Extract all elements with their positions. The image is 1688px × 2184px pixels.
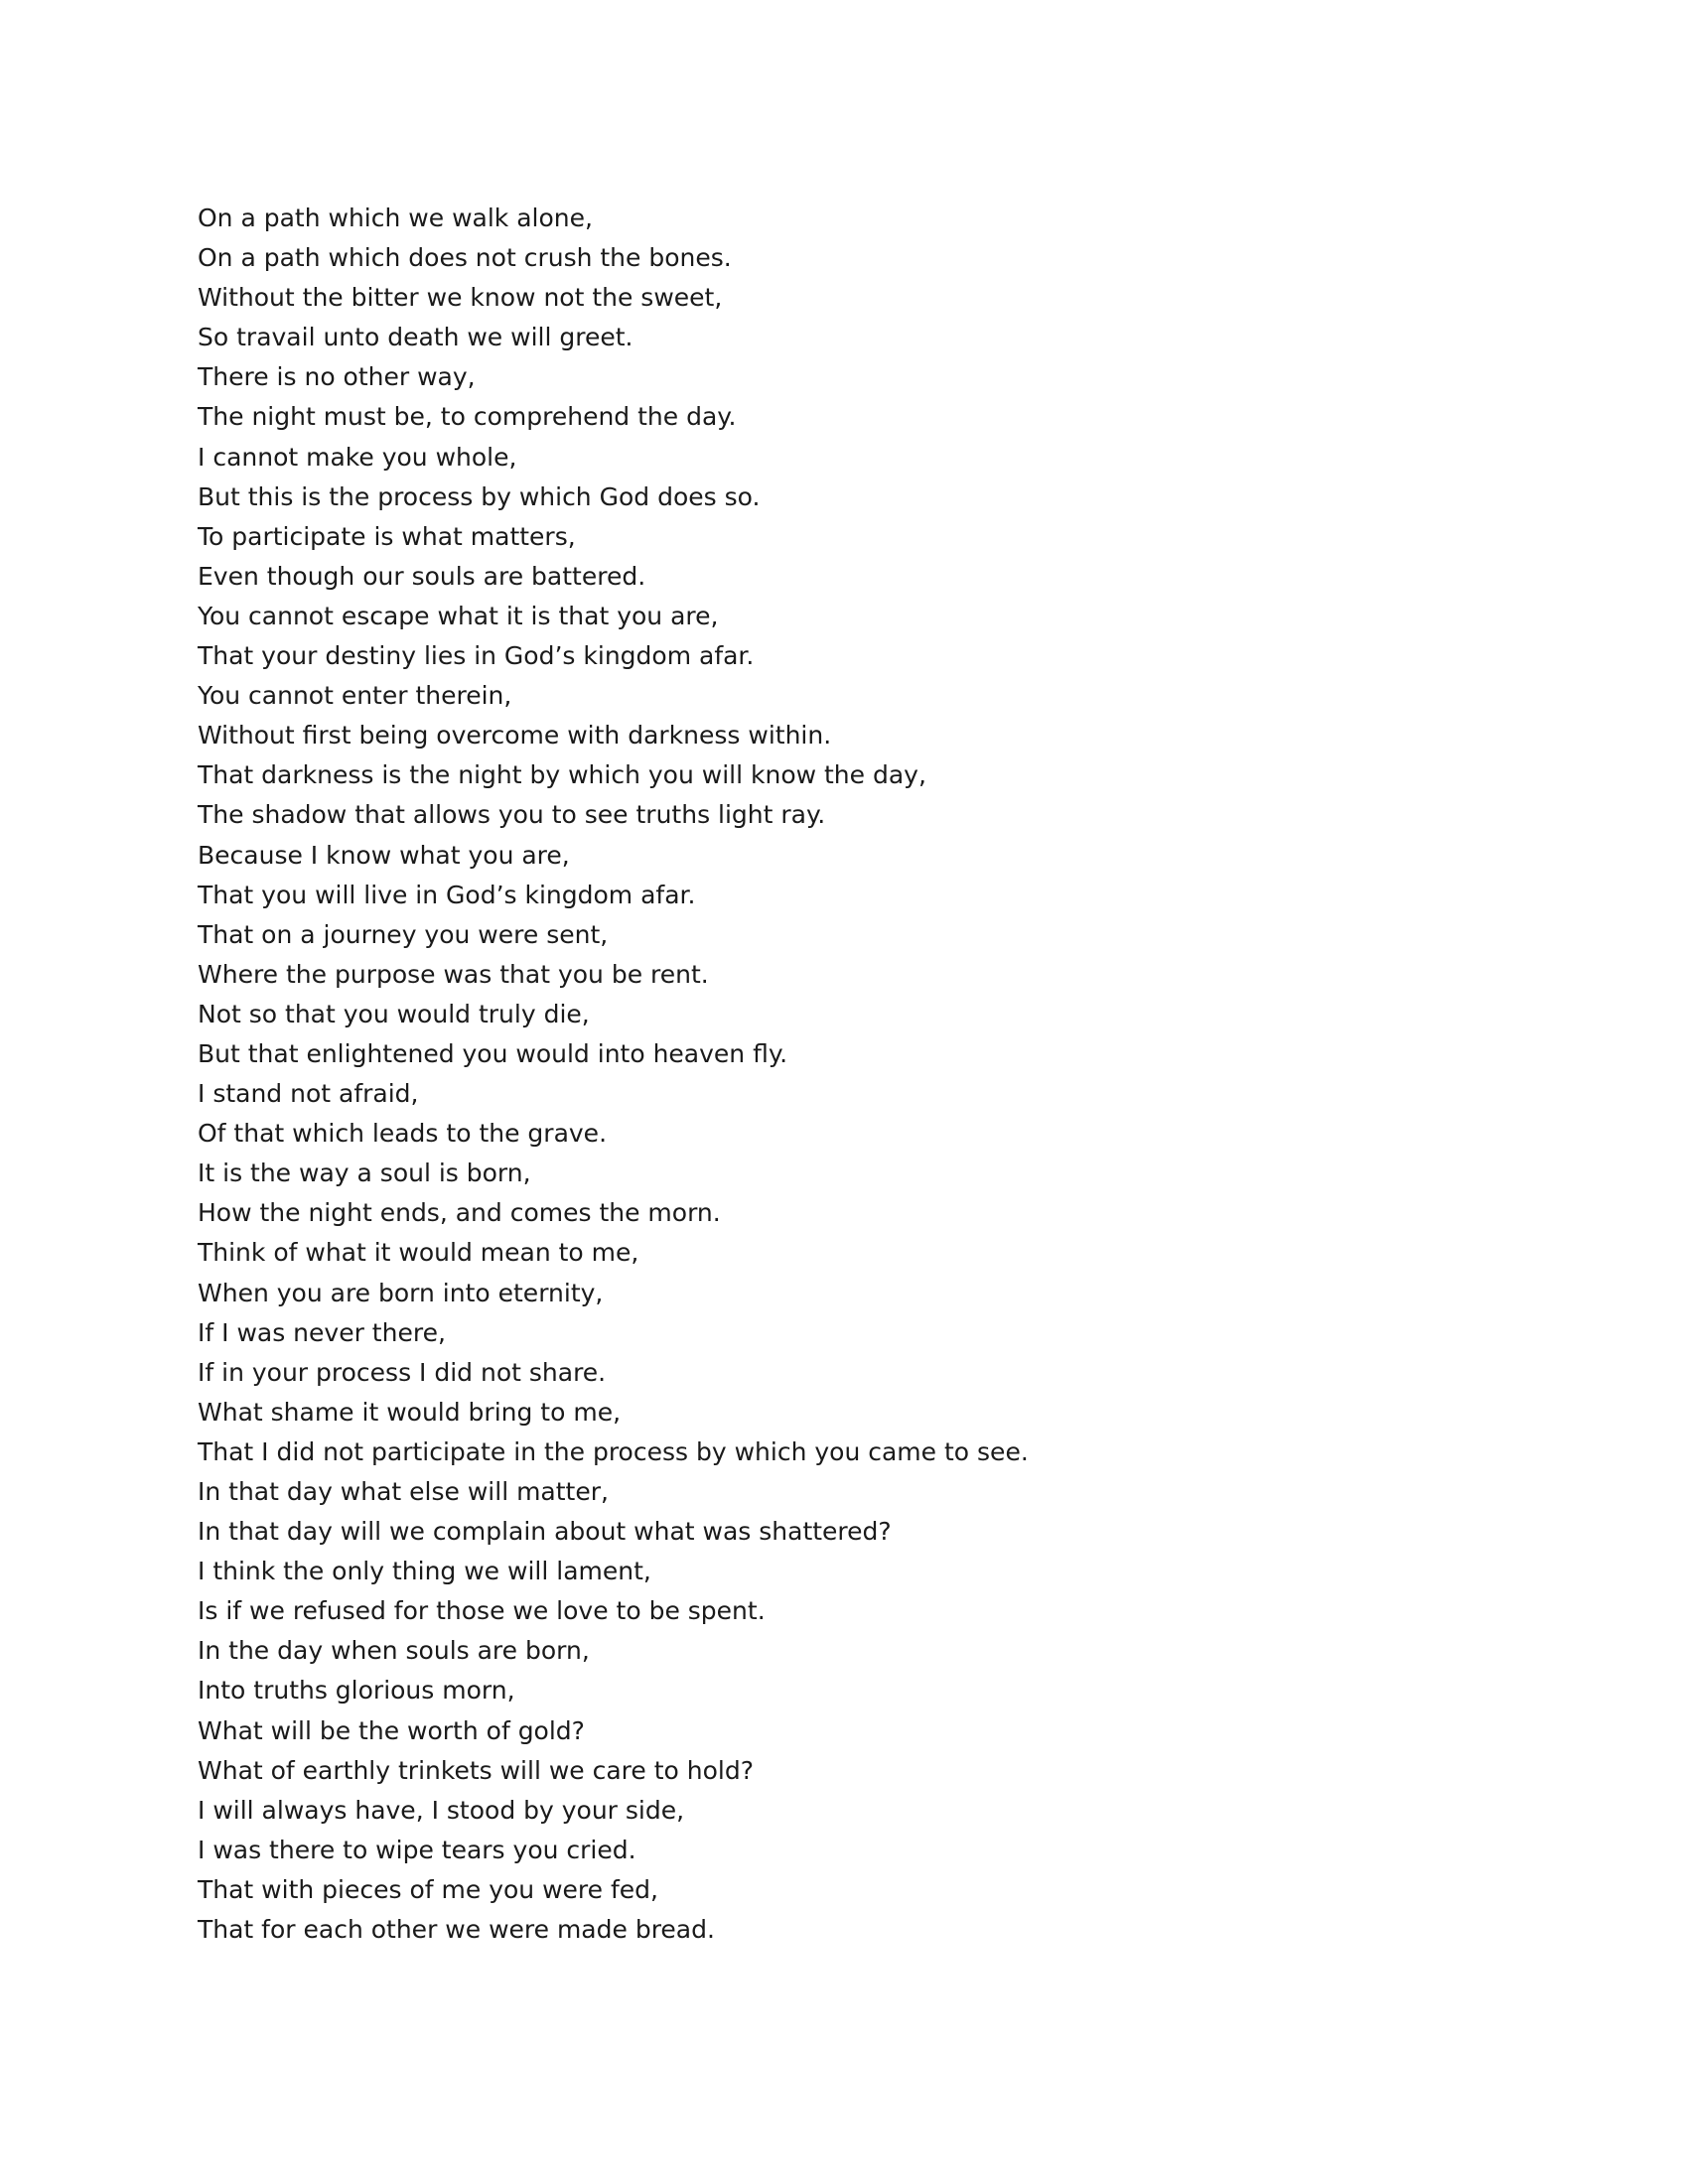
poem-line: But this is the process by which God does so.: [198, 481, 761, 511]
poem-line: Where the purpose was that you be rent.: [198, 959, 709, 989]
poem-line: Is if we refused for those we love to be spent.: [198, 1596, 766, 1626]
poem-line: That on a journey you were sent,: [198, 919, 609, 949]
poem-line: The shadow that allows you to see truths light ray.: [198, 800, 826, 830]
poem-line: If I was never there,: [198, 1317, 446, 1347]
poem-line: You cannot escape what it is that you are,: [198, 601, 719, 630]
poem-line: When you are born into eternity,: [198, 1278, 604, 1307]
poem-line: That you will live in God’s kingdom afar.: [198, 880, 696, 909]
poem-line: What will be the worth of gold?: [198, 1715, 585, 1745]
poem-line: That your destiny lies in God’s kingdom afar.: [198, 641, 755, 671]
poem-line: I cannot make you whole,: [198, 442, 517, 472]
poem-line: There is no other way,: [198, 362, 476, 392]
poem-line: How the night ends, and comes the morn.: [198, 1198, 721, 1228]
poem-line: I will always have, I stood by your side,: [198, 1795, 685, 1825]
poem-line: In the day when souls are born,: [198, 1636, 590, 1666]
poem-line: What shame it would bring to me,: [198, 1397, 622, 1427]
poem-line: In that day will we complain about what was shattered?: [198, 1517, 892, 1547]
poem-line: The night must be, to comprehend the day.: [198, 402, 737, 432]
poem-line: You cannot enter therein,: [198, 681, 512, 711]
poem-line: I was there to wipe tears you cried.: [198, 1835, 636, 1864]
poem-line: Into truths glorious morn,: [198, 1676, 515, 1706]
poem-line: It is the way a soul is born,: [198, 1159, 531, 1188]
poem-line: Of that which leads to the grave.: [198, 1119, 608, 1149]
poem-line: What of earthly trinkets will we care to hold?: [198, 1755, 754, 1785]
poem-line: That darkness is the night by which you will know the day,: [198, 760, 926, 790]
poem-line: That I did not participate in the process by which you came to see.: [198, 1436, 1029, 1466]
poem-line: That for each other we were made bread.: [198, 1915, 715, 1945]
poem-line: I think the only thing we will lament,: [198, 1557, 651, 1586]
poem-line: On a path which we walk alone,: [198, 204, 593, 232]
poem-line: To participate is what matters,: [198, 521, 576, 551]
poem-line: If in your process I did not share.: [198, 1357, 607, 1387]
poem-line: Even though our souls are battered.: [198, 561, 646, 591]
poem-line: So travail unto death we will greet.: [198, 323, 633, 352]
poem-line: I stand not afraid,: [198, 1079, 419, 1109]
poem-line: Think of what it would mean to me,: [198, 1238, 639, 1268]
poem-line: Not so that you would truly die,: [198, 999, 590, 1028]
poem-line: In that day what else will matter,: [198, 1477, 609, 1506]
poem-line: On a path which does not crush the bones.: [198, 243, 732, 273]
poem-line: But that enlightened you would into heaven fly.: [198, 1038, 788, 1068]
poem-line: Without the bitter we know not the sweet,: [198, 283, 723, 313]
poem-text: [198, 199, 1488, 1950]
poem-line: Because I know what you are,: [198, 840, 570, 870]
poem-line: That with pieces of me you were fed,: [198, 1874, 658, 1904]
poem-line: Without first being overcome with darkness within.: [198, 721, 832, 751]
